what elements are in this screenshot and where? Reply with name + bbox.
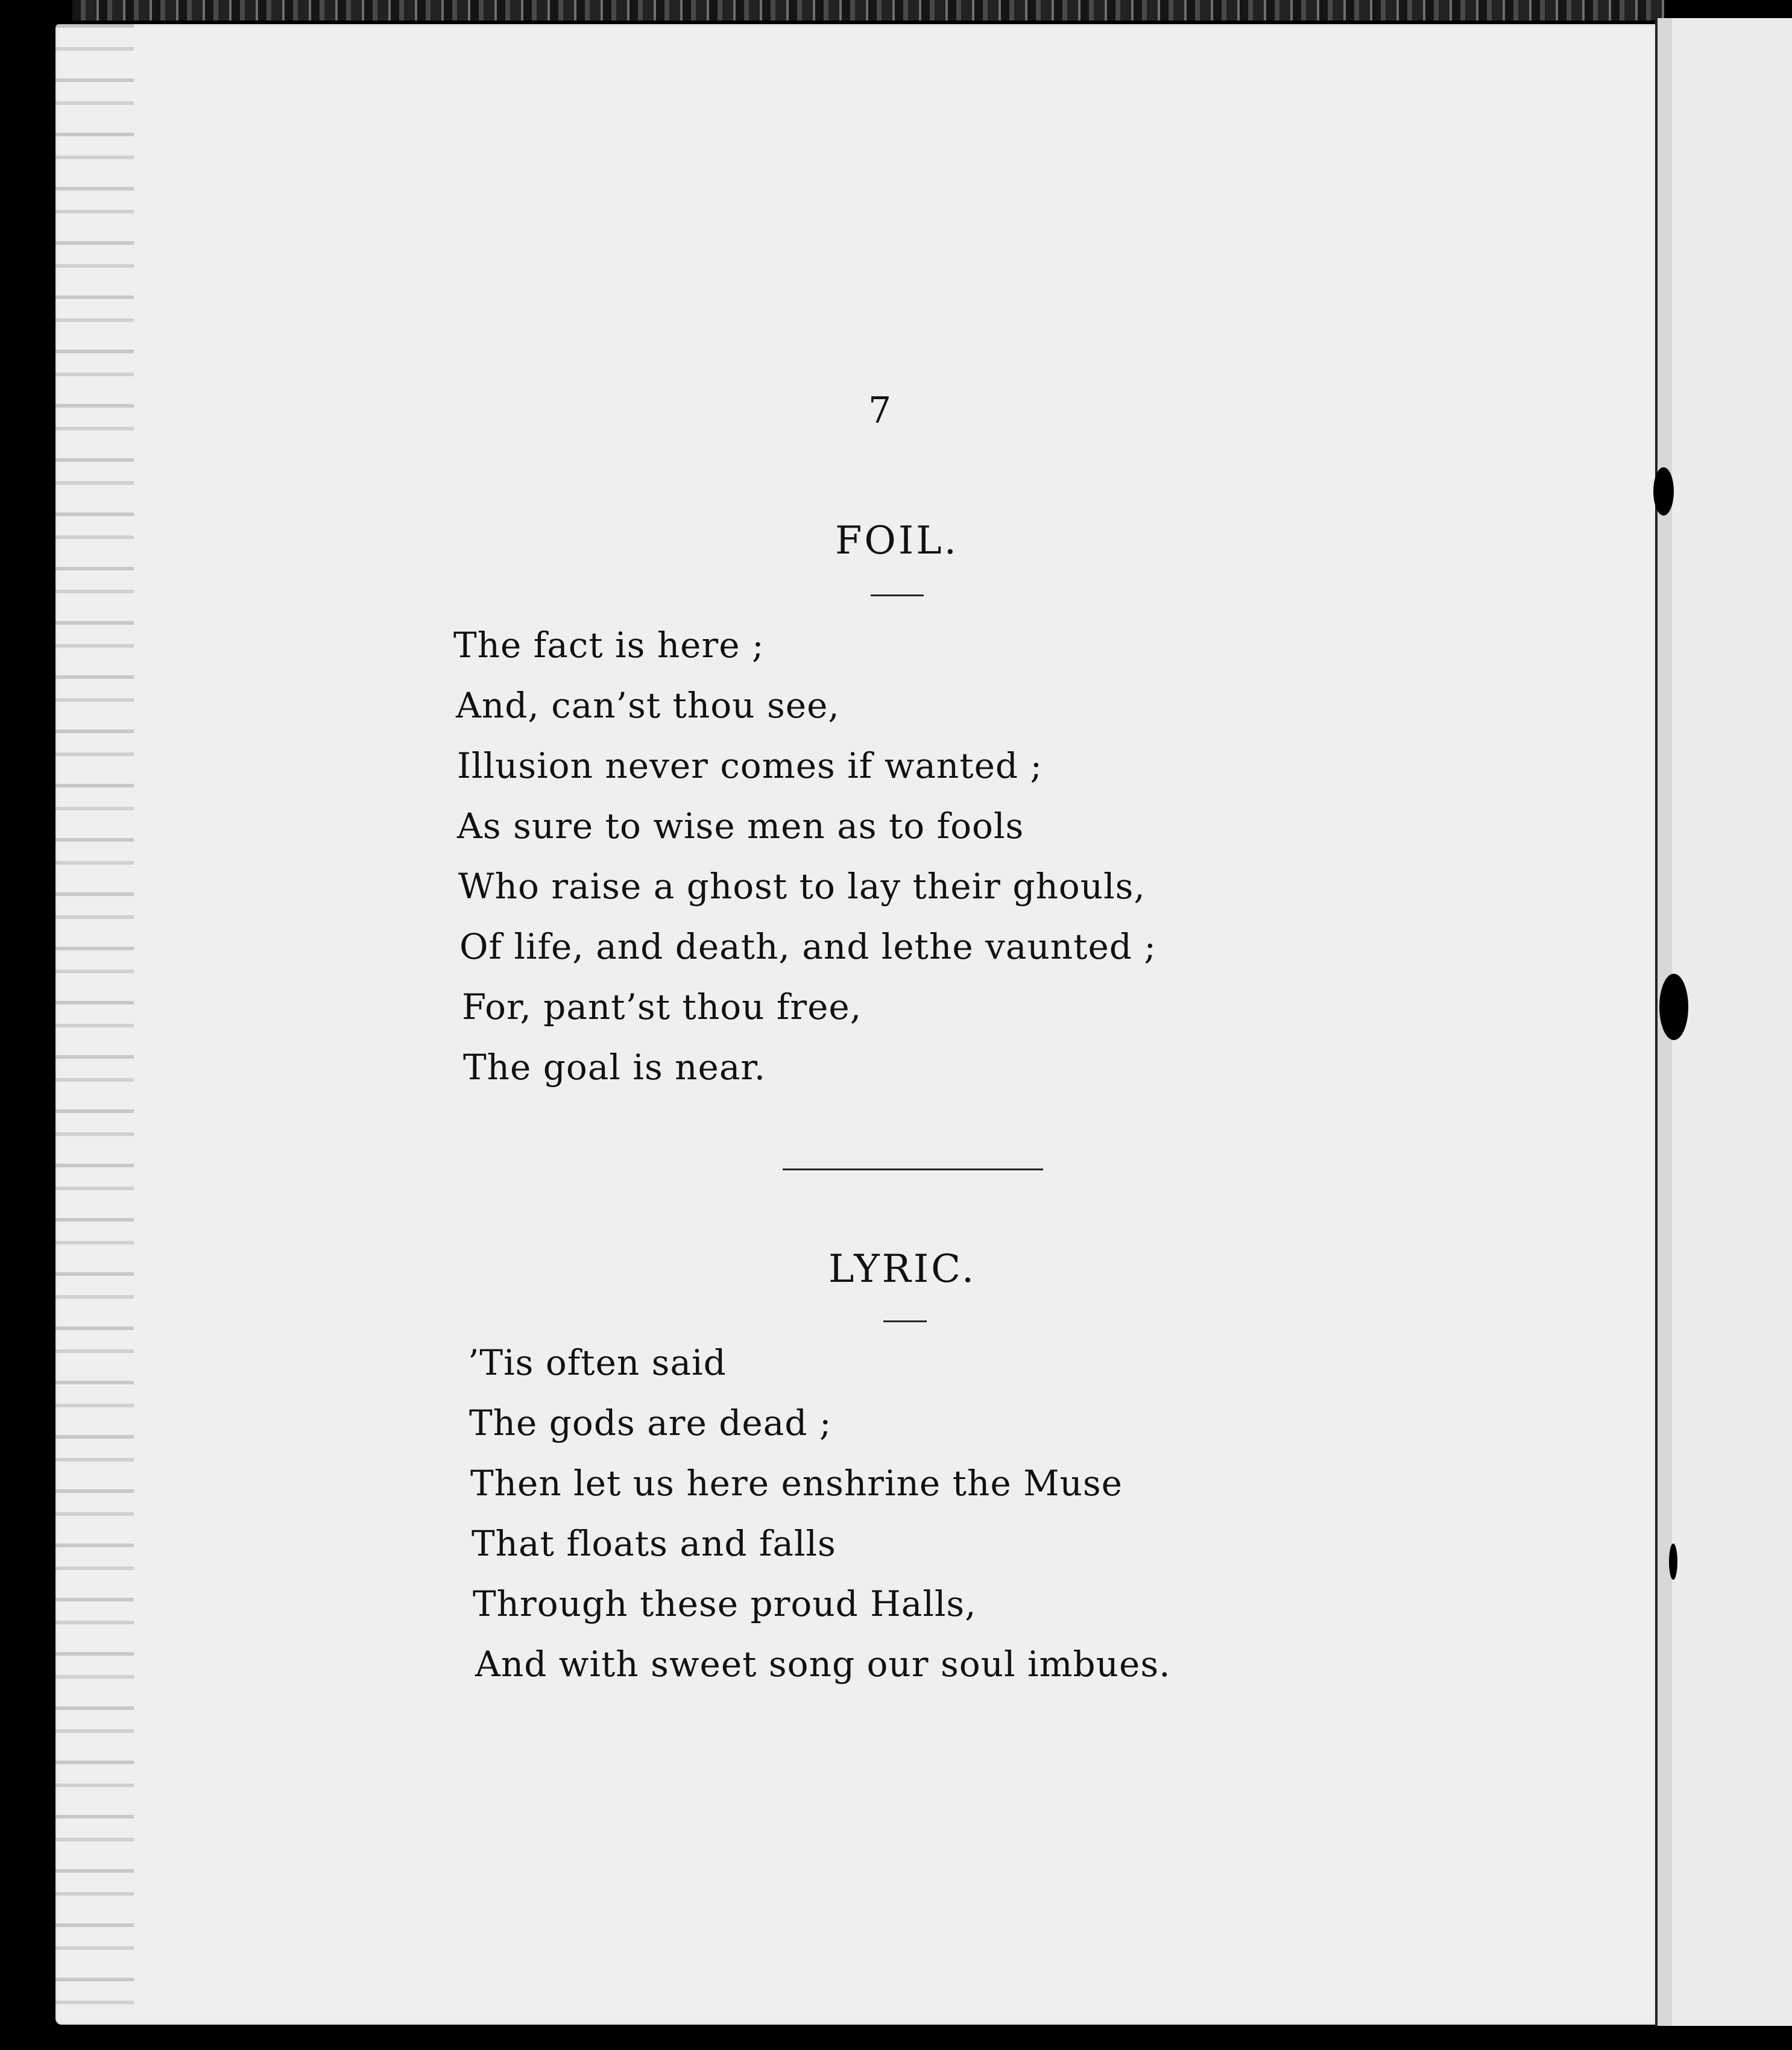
verse-line: The gods are dead ;: [469, 1402, 832, 1443]
verse-line: The goal is near.: [463, 1047, 766, 1088]
poem-title-lyric: LYRIC.: [828, 1247, 977, 1292]
verse-line: Illusion never comes if wanted ;: [457, 745, 1043, 786]
verse-line: And with sweet song our soul imbues.: [475, 1644, 1171, 1685]
verse-line: Then let us here enshrine the Muse: [470, 1463, 1123, 1504]
page-number: 7: [868, 390, 892, 432]
verse-line: The fact is here ;: [453, 625, 765, 666]
verse-line: And, can’st thou see,: [456, 685, 840, 726]
section-divider: [783, 1168, 1043, 1170]
verse-line: That floats and falls: [472, 1523, 836, 1564]
verse-line: Who raise a ghost to lay their ghouls,: [458, 866, 1146, 907]
verse-line: Of life, and death, and lethe vaunted ;: [459, 926, 1156, 967]
verse-line: Through these proud Halls,: [473, 1583, 977, 1624]
verse-line: As sure to wise men as to fools: [457, 806, 1024, 847]
verse-line: For, pant’st thou free,: [462, 986, 862, 1027]
verse-line: ’Tis often said: [468, 1342, 727, 1383]
poem-title-foil: FOIL.: [835, 519, 959, 563]
title-underline: [871, 594, 924, 596]
title-underline: [883, 1320, 927, 1322]
